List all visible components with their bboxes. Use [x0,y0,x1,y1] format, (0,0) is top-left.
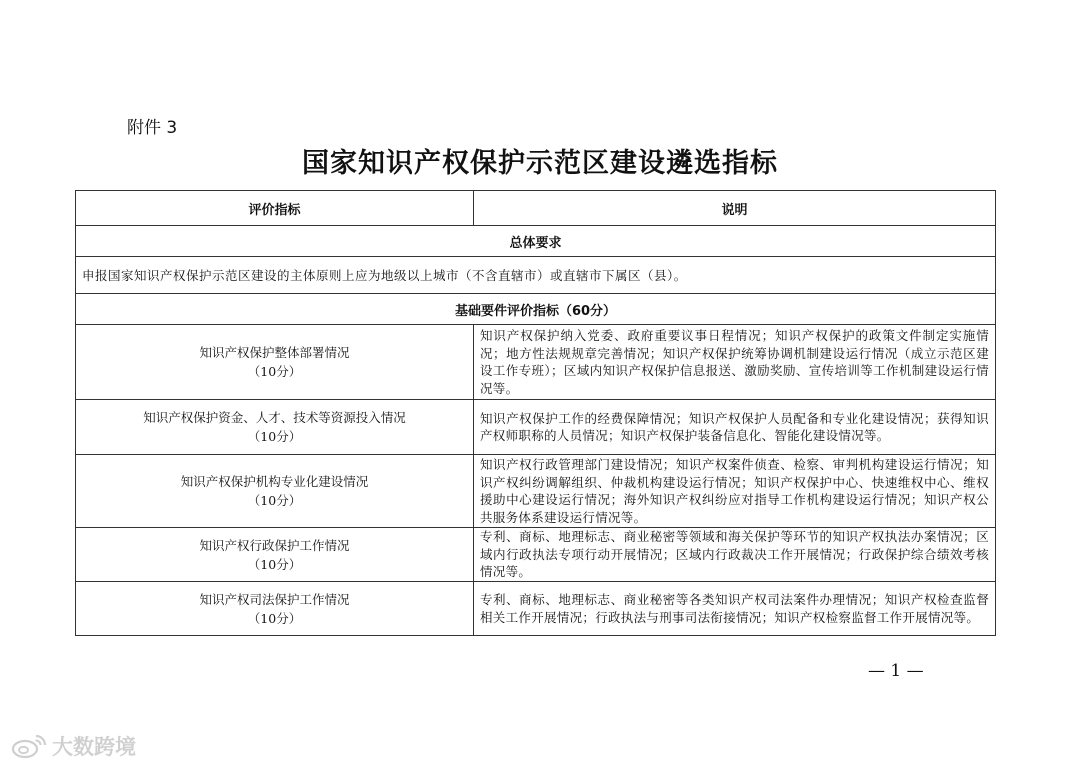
description-cell: 专利、商标、地理标志、商业秘密等领域和海关保护等环节的知识产权执法办案情况；区域内行政执法专项行动开展情况；区域内行政裁决工作开展情况；行政保护综合绩效考核情况等。 [474,528,996,582]
table-row [76,582,996,636]
indicator-name: 知识产权司法保护工作情况 [199,591,350,607]
watermark [10,731,136,761]
table-row [76,528,996,582]
indicator-cell [76,455,474,528]
indicator-cell [76,325,474,400]
attachment-label: 附件 3 [127,118,178,138]
general-note-row [76,257,996,294]
table-row [76,400,996,455]
indicator-cell [76,528,474,582]
indicator-score: （10分） [247,610,302,626]
indicator-name: 知识产权保护机构专业化建设情况 [180,474,369,489]
description-cell: 知识产权保护工作的经费保障情况；知识产权保护人员配备和专业化建设情况；获得知识产权师职称的人员情况；知识产权保护装备信息化、智能化建设情况等。 [474,400,996,455]
description-cell: 知识产权保护纳入党委、政府重要议事日程情况；知识产权保护的政策文件制定实施情况；地方性法规规章完善情况；知识产权保护统筹协调机制建设运行情况（成立示范区建设工作专班）；区域内知识产权保护信息报送、激励奖励、宣传培训等工作机制建设运行情况等。 [474,325,996,400]
table-header-row [76,191,996,226]
general-note: 申报国家知识产权保护示范区建设的主体原则上应为地级以上城市（不含直辖市）或直辖市下属区（县）。 [76,257,996,294]
section-row-basic [76,294,996,325]
indicators-table [75,190,996,636]
section-row-general [76,226,996,257]
section-general-title: 总体要求 [76,226,996,257]
indicator-score: （10分） [247,556,302,572]
table-row [76,455,996,528]
indicator-score: （10分） [247,429,302,444]
indicator-score: （10分） [247,493,302,508]
table-row [76,325,996,400]
description-cell: 专利、商标、地理标志、商业秘密等各类知识产权司法案件办理情况；知识产权检查监督相关工作开展情况；行政执法与刑事司法衔接情况；知识产权检察监督工作开展情况等。 [474,582,996,636]
page-number: — 1 — [868,661,924,681]
indicator-score: （10分） [247,364,302,379]
watermark-text: 大数跨境 [52,735,136,759]
description-cell: 知识产权行政管理部门建设情况；知识产权案件侦查、检察、审判机构建设运行情况；知识产权纠纷调解组织、仲裁机构建设运行情况；知识产权保护中心、快速维权中心、维权援助中心建设运行情况；海外知识产权纠纷应对指导工作机构建设运行情况；知识产权公共服务体系建设运行情况等。 [474,455,996,528]
header-indicator: 评价指标 [76,191,474,226]
section-basic-title: 基础要件评价指标（60分） [76,294,996,325]
indicator-name: 知识产权保护资金、人才、技术等资源投入情况 [143,410,406,425]
indicator-cell [76,400,474,455]
indicator-name: 知识产权行政保护工作情况 [199,537,350,553]
indicator-name: 知识产权保护整体部署情况 [199,345,350,360]
weibo-logo-icon [10,733,48,759]
indicator-cell [76,582,474,636]
header-description: 说明 [474,191,996,226]
document-title: 国家知识产权保护示范区建设遴选指标 [302,148,778,179]
